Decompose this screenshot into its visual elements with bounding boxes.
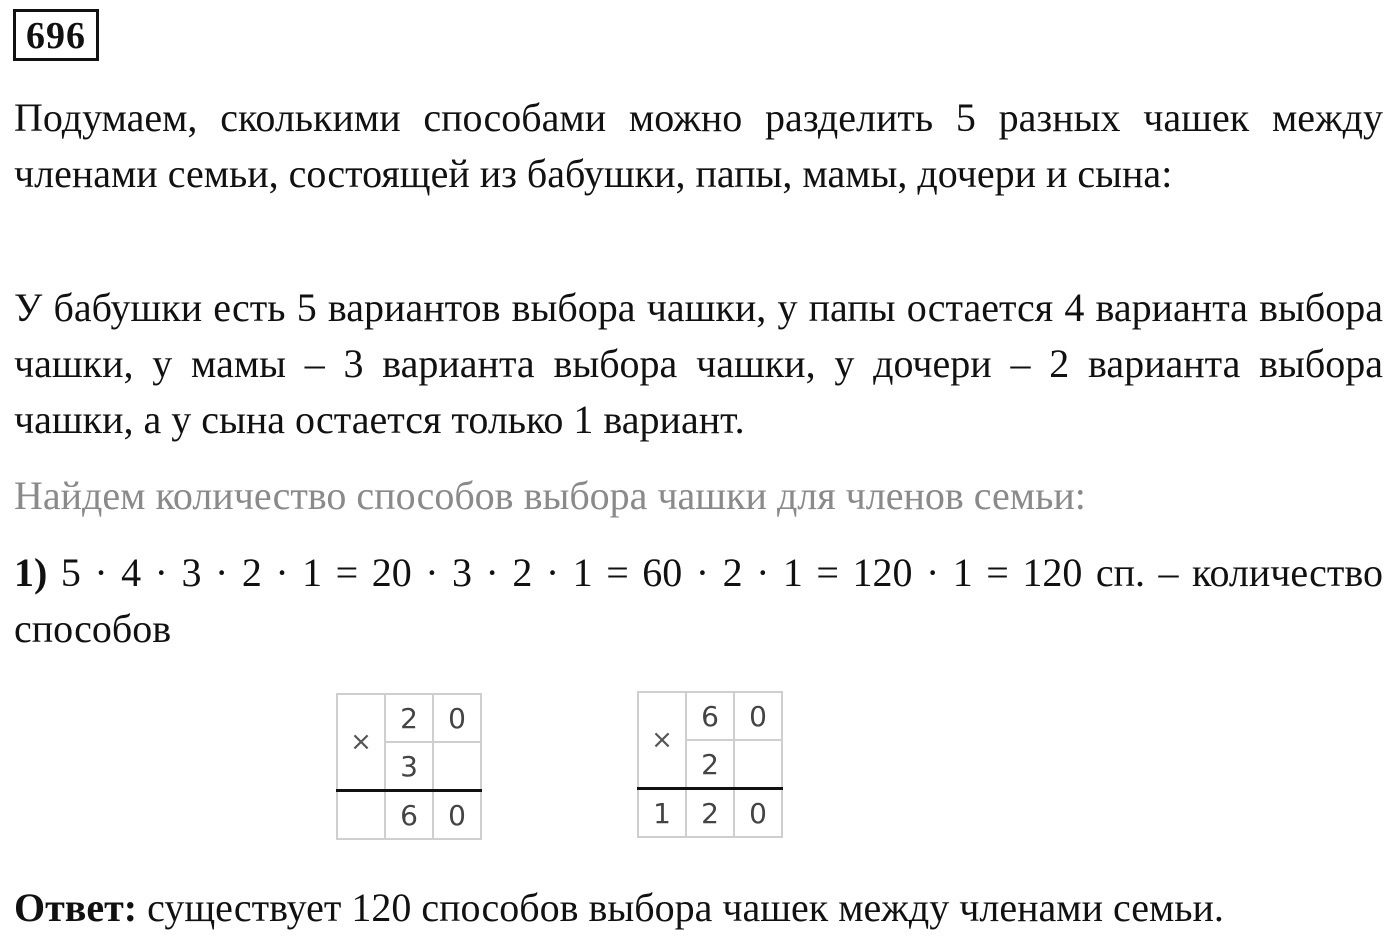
column-multiplication-2	[637, 691, 783, 838]
problem-number: 696	[13, 9, 99, 61]
calc-result-cell	[337, 791, 385, 840]
explanation-paragraph: У бабушки есть 5 вариантов выбора чашки, у папы остается 4 варианта выбора чашки, у мамы – 3 варианта выбора чашки, у дочери – 2 варианта выбора чашки, а у сына остается только 1 вариант.	[14, 285, 1383, 442]
task-paragraph: Найдем количество способов выбора чашки для членов семьи:	[14, 473, 1086, 518]
calc-result-cell: 6	[385, 791, 433, 840]
multiply-sign: ×	[337, 694, 385, 791]
calc-cell: 0	[734, 692, 782, 740]
answer-text: существует 120 способов выбора чашек между членами семьи.	[137, 885, 1224, 930]
intro-paragraph: Подумаем, сколькими способами можно разделить 5 разных чашек между членами семьи, состоящей из бабушки, папы, мамы, дочери и сына:	[14, 95, 1383, 196]
calc-cell: 0	[433, 694, 481, 742]
step-1	[14, 545, 1383, 657]
calc-result-cell: 2	[686, 789, 734, 838]
answer-label: Ответ:	[14, 885, 138, 930]
column-multiplication-1	[336, 693, 482, 840]
calc-cell: 6	[686, 692, 734, 740]
step-1-label: 1)	[14, 550, 48, 595]
calc-result-cell: 0	[433, 791, 481, 840]
calc-cell: 2	[385, 694, 433, 742]
calc-result-cell: 1	[638, 789, 686, 838]
multiply-sign: ×	[638, 692, 686, 789]
answer	[14, 880, 1383, 936]
calc-cell: 3	[385, 742, 433, 791]
calc-cell: 2	[686, 740, 734, 789]
calc-cell	[734, 740, 782, 789]
calc-result-cell: 0	[734, 789, 782, 838]
step-1-text: 5 · 4 · 3 · 2 · 1 = 20 · 3 · 2 · 1 = 60 · 2 · 1 = 120 · 1 = 120 сп. – количество способов	[14, 550, 1383, 651]
calc-cell	[433, 742, 481, 791]
